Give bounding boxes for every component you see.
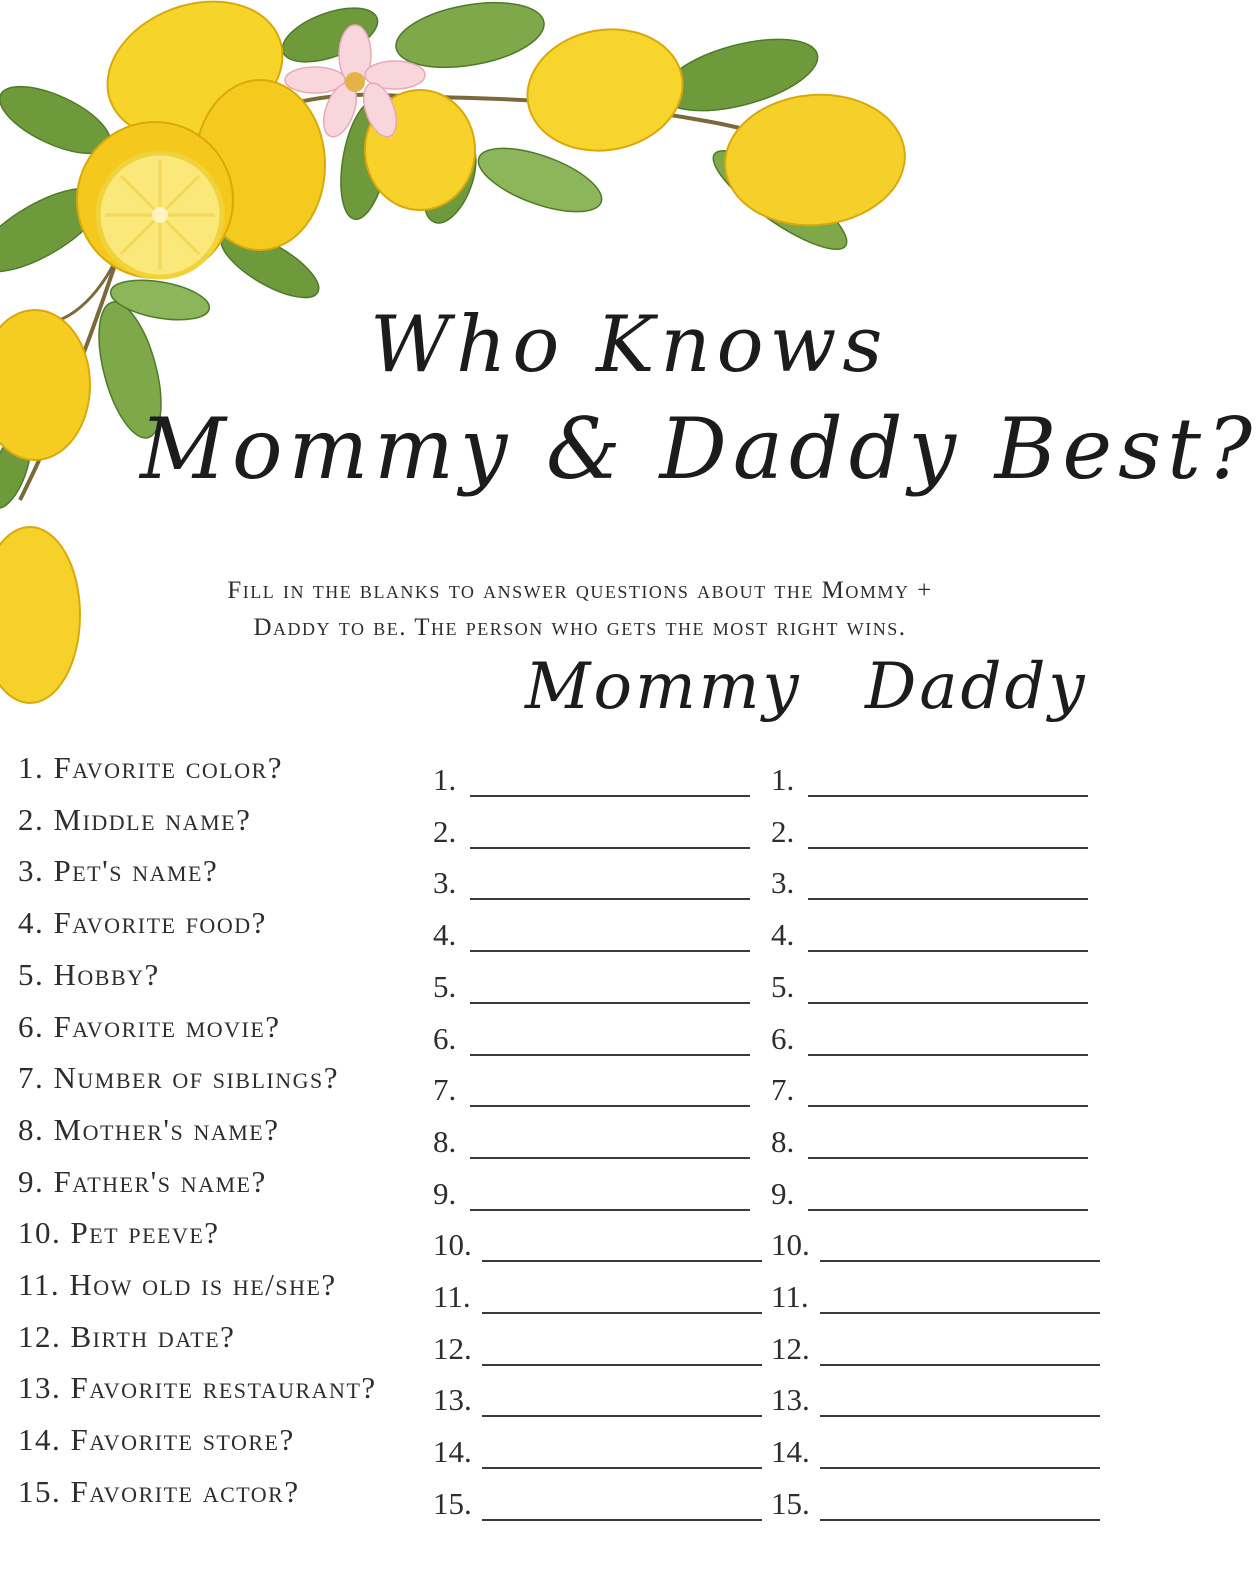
- question-5: 5. Hobby?: [18, 957, 160, 992]
- daddy-blank-number-6: 6.: [771, 1021, 795, 1056]
- title-line-2: Mommy & Daddy Best?: [140, 400, 1258, 498]
- mommy-answer-line-6[interactable]: [470, 1054, 750, 1056]
- instructions-line-2: Daddy to be. The person who gets the most right wins.: [253, 614, 907, 641]
- question-14: 14. Favorite store?: [18, 1422, 295, 1457]
- daddy-blank-number-3: 3.: [771, 865, 795, 900]
- title-line-1: Who Knows: [370, 300, 889, 390]
- mommy-answer-line-5[interactable]: [470, 1002, 750, 1004]
- daddy-answer-line-9[interactable]: [808, 1209, 1088, 1211]
- question-7: 7. Number of siblings?: [18, 1060, 340, 1095]
- daddy-blank-number-7: 7.: [771, 1072, 795, 1107]
- daddy-blank-number-1: 1.: [771, 762, 795, 797]
- mommy-answer-line-11[interactable]: [482, 1312, 762, 1314]
- mommy-blank-number-3: 3.: [433, 865, 457, 900]
- daddy-answer-line-14[interactable]: [820, 1467, 1100, 1469]
- mommy-blank-number-6: 6.: [433, 1021, 457, 1056]
- daddy-blank-number-14: 14.: [771, 1434, 810, 1469]
- daddy-blank-number-2: 2.: [771, 814, 795, 849]
- daddy-blank-number-5: 5.: [771, 969, 795, 1004]
- mommy-blank-number-9: 9.: [433, 1176, 457, 1211]
- mommy-blank-number-15: 15.: [433, 1486, 472, 1521]
- mommy-blank-number-12: 12.: [433, 1331, 472, 1366]
- mommy-answer-line-4[interactable]: [470, 950, 750, 952]
- mommy-blank-number-11: 11.: [433, 1279, 471, 1314]
- mommy-blank-number-7: 7.: [433, 1072, 457, 1107]
- daddy-answer-line-3[interactable]: [808, 898, 1088, 900]
- mommy-blank-number-1: 1.: [433, 762, 457, 797]
- daddy-column-heading: Daddy: [865, 650, 1088, 724]
- question-13: 13. Favorite restaurant?: [18, 1370, 377, 1405]
- mommy-answer-line-13[interactable]: [482, 1415, 762, 1417]
- mommy-answer-line-2[interactable]: [470, 847, 750, 849]
- daddy-blank-number-12: 12.: [771, 1331, 810, 1366]
- question-11: 11. How old is he/she?: [18, 1267, 337, 1302]
- question-15: 15. Favorite actor?: [18, 1474, 300, 1509]
- mommy-answer-line-3[interactable]: [470, 898, 750, 900]
- mommy-blank-number-13: 13.: [433, 1382, 472, 1417]
- mommy-answer-line-1[interactable]: [470, 795, 750, 797]
- daddy-blank-number-4: 4.: [771, 917, 795, 952]
- mommy-blank-number-4: 4.: [433, 917, 457, 952]
- mommy-answer-line-14[interactable]: [482, 1467, 762, 1469]
- daddy-blank-number-15: 15.: [771, 1486, 810, 1521]
- question-8: 8. Mother's name?: [18, 1112, 280, 1147]
- question-9: 9. Father's name?: [18, 1164, 267, 1199]
- daddy-blank-number-10: 10.: [771, 1227, 810, 1262]
- daddy-answer-line-13[interactable]: [820, 1415, 1100, 1417]
- daddy-blank-number-13: 13.: [771, 1382, 810, 1417]
- daddy-answer-line-12[interactable]: [820, 1364, 1100, 1366]
- mommy-blank-number-10: 10.: [433, 1227, 472, 1262]
- daddy-answer-line-2[interactable]: [808, 847, 1088, 849]
- daddy-answer-line-15[interactable]: [820, 1519, 1100, 1521]
- instructions: [100, 572, 1060, 646]
- mommy-blank-number-5: 5.: [433, 969, 457, 1004]
- mommy-answer-line-9[interactable]: [470, 1209, 750, 1211]
- daddy-answer-line-6[interactable]: [808, 1054, 1088, 1056]
- question-12: 12. Birth date?: [18, 1319, 236, 1354]
- daddy-answer-line-4[interactable]: [808, 950, 1088, 952]
- daddy-answer-line-8[interactable]: [808, 1157, 1088, 1159]
- mommy-answer-line-12[interactable]: [482, 1364, 762, 1366]
- question-1: 1. Favorite color?: [18, 750, 284, 785]
- mommy-blank-number-2: 2.: [433, 814, 457, 849]
- daddy-blank-number-8: 8.: [771, 1124, 795, 1159]
- mommy-answer-line-7[interactable]: [470, 1105, 750, 1107]
- daddy-blank-number-9: 9.: [771, 1176, 795, 1211]
- mommy-answer-line-15[interactable]: [482, 1519, 762, 1521]
- question-2: 2. Middle name?: [18, 802, 252, 837]
- daddy-answer-line-10[interactable]: [820, 1260, 1100, 1262]
- question-6: 6. Favorite movie?: [18, 1009, 281, 1044]
- mommy-answer-line-10[interactable]: [482, 1260, 762, 1262]
- question-10: 10. Pet peeve?: [18, 1215, 220, 1250]
- daddy-answer-line-5[interactable]: [808, 1002, 1088, 1004]
- mommy-column-heading: Mommy: [525, 650, 802, 724]
- daddy-answer-line-1[interactable]: [808, 795, 1088, 797]
- question-4: 4. Favorite food?: [18, 905, 267, 940]
- mommy-blank-number-8: 8.: [433, 1124, 457, 1159]
- question-3: 3. Pet's name?: [18, 853, 219, 888]
- mommy-answer-line-8[interactable]: [470, 1157, 750, 1159]
- instructions-line-1: Fill in the blanks to answer questions about the Mommy +: [227, 577, 933, 604]
- daddy-answer-line-11[interactable]: [820, 1312, 1100, 1314]
- daddy-blank-number-11: 11.: [771, 1279, 809, 1314]
- mommy-blank-number-14: 14.: [433, 1434, 472, 1469]
- daddy-answer-line-7[interactable]: [808, 1105, 1088, 1107]
